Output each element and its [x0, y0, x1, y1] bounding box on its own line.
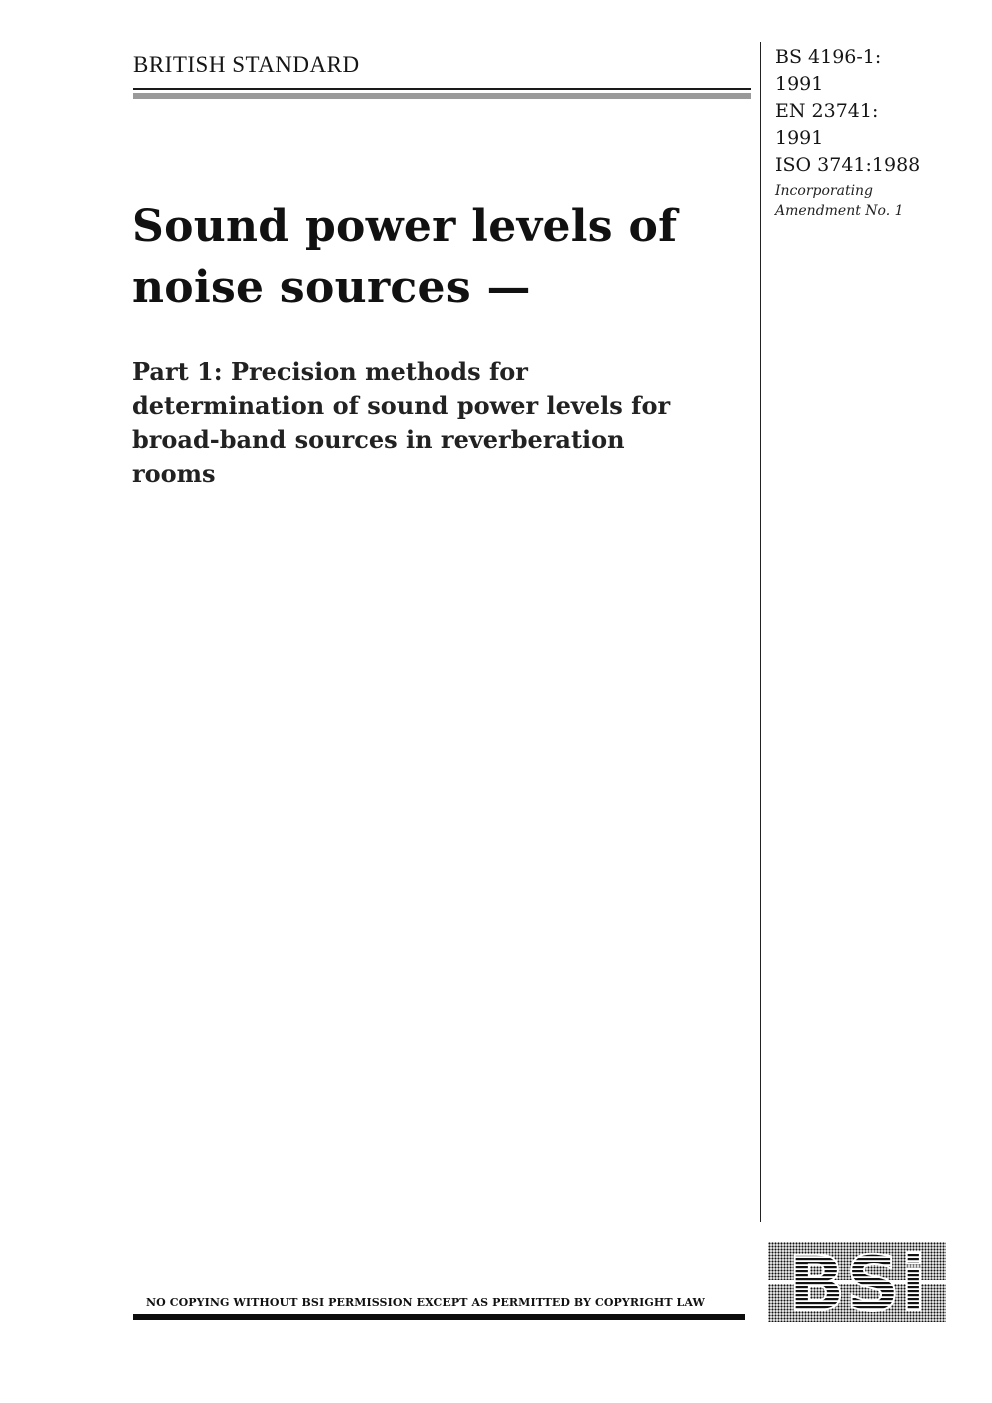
amendment-note: Incorporating Amendment No. 1 — [775, 183, 904, 219]
copyright-notice: NO COPYING WITHOUT BSI PERMISSION EXCEPT AS PERMITTED BY COPYRIGHT LAW — [146, 1296, 705, 1309]
document-title: Sound power levels of noise sources — — [132, 201, 678, 313]
iso-reference: ISO 3741:1988 — [775, 154, 921, 176]
bsi-logo — [768, 1242, 946, 1322]
standard-type-label: BRITISH STANDARD — [133, 52, 360, 77]
header-rule-bar — [133, 93, 751, 99]
column-divider — [760, 42, 761, 1222]
header-rule — [133, 88, 751, 90]
footer-rule — [133, 1314, 745, 1320]
bsi-logo-text: BSi — [787, 1242, 927, 1322]
en-reference: EN 23741: 1991 — [775, 100, 879, 149]
bs-reference: BS 4196-1: 1991 — [775, 46, 882, 95]
part-title: Part 1: Precision methods for determination of sound power levels for broad-band sources in reverberation rooms — [132, 357, 671, 488]
standard-references — [775, 44, 985, 221]
